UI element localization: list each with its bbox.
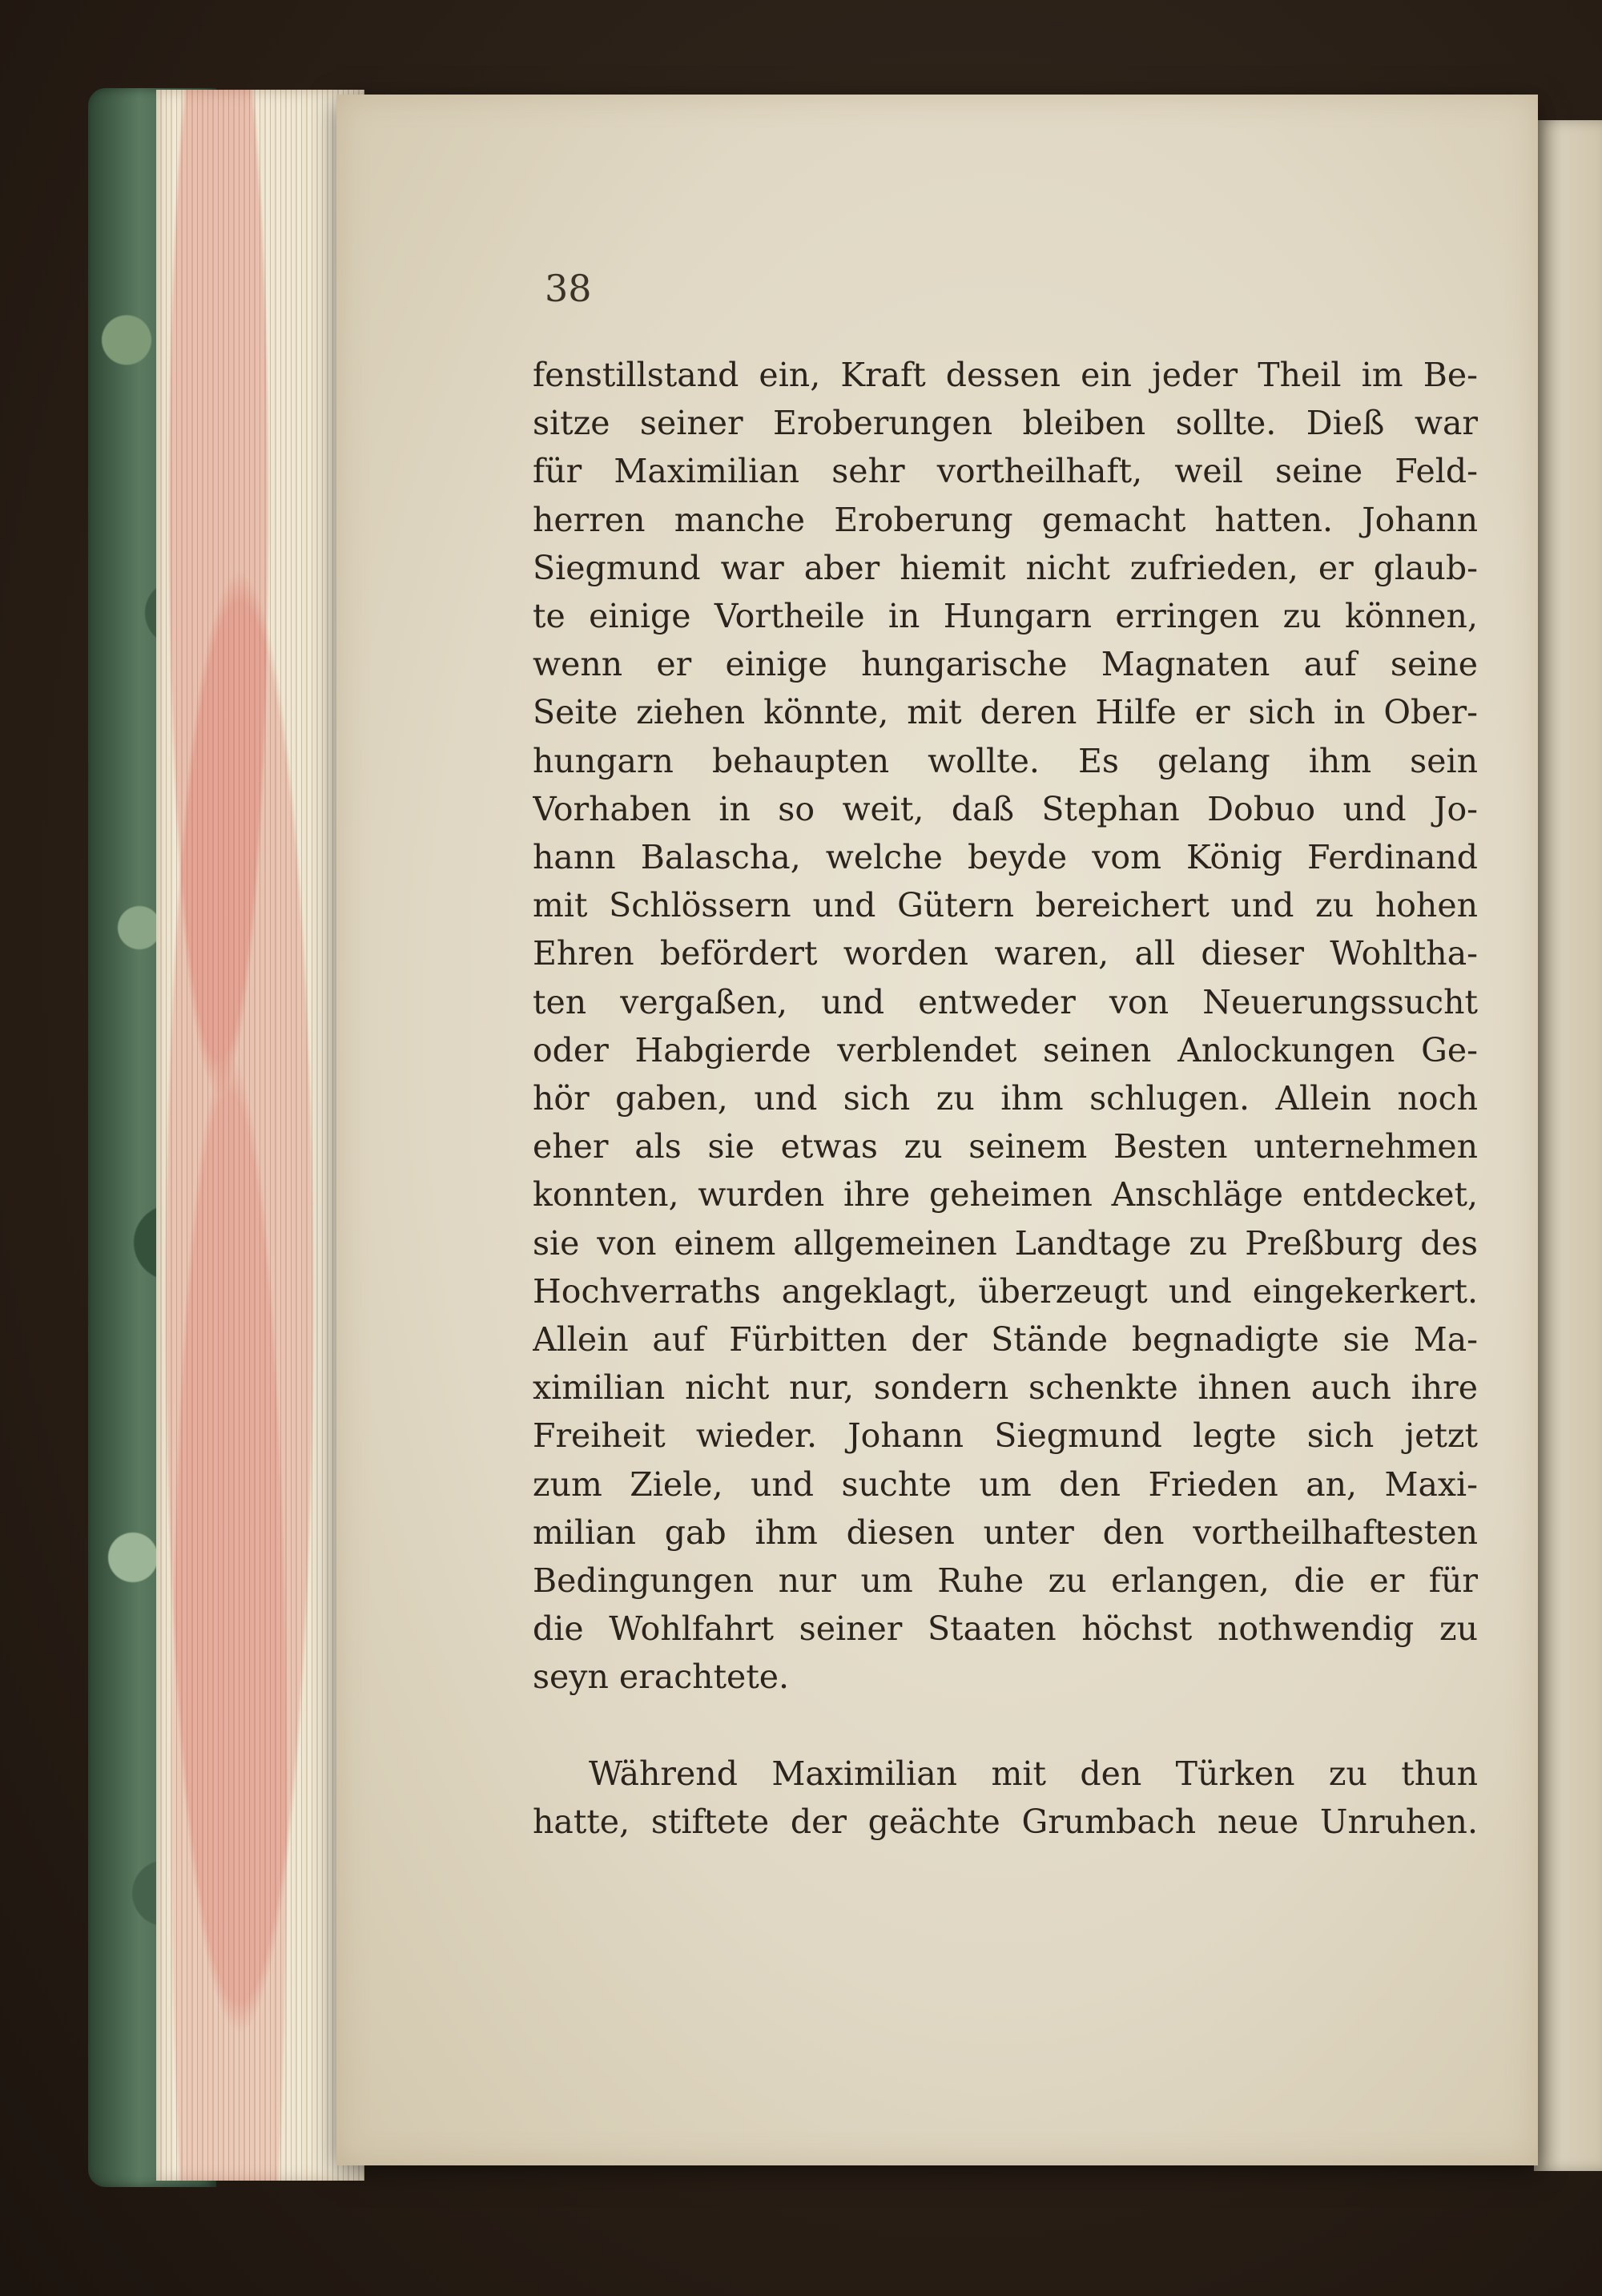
book-page: [336, 95, 1538, 2165]
paragraph-spacer: [533, 1702, 1478, 1750]
text-line: Vorhaben in so weit, daß Stephan Dobuo und Jo-: [533, 789, 1478, 828]
text-line: Seite ziehen könnte, mit deren Hilfe er sich in Ober-: [533, 693, 1478, 732]
text-line: ten vergaßen, und entweder von Neuerungssucht: [533, 982, 1478, 1021]
text-line: die Wohlfahrt seiner Staaten höchst nothwendig zu: [533, 1609, 1478, 1649]
text-line: seyn erachtete.: [533, 1658, 790, 1697]
text-line: hungarn behaupten wollte. Es gelang ihm sein: [533, 741, 1478, 780]
text-line: te einige Vortheile in Hungarn erringen zu können,: [533, 597, 1478, 636]
text-line: wenn er einige hungarische Magnaten auf seine: [533, 645, 1478, 684]
text-line: für Maximilian sehr vortheilhaft, weil seine Feld-: [533, 452, 1478, 491]
text-line: sie von einem allgemeinen Landtage zu Preßburg des: [533, 1223, 1478, 1263]
text-line: zum Ziele, und suchte um den Frieden an, Maxi-: [533, 1464, 1478, 1504]
page-number: 38: [545, 267, 592, 310]
text-line: herren manche Eroberung gemacht hatten. Johann: [533, 500, 1478, 539]
text-line: Freiheit wieder. Johann Siegmund legte sich jetzt: [533, 1416, 1478, 1456]
text-line: Während Maximilian mit den Türken zu thun: [589, 1754, 1478, 1793]
paragraph: [533, 1750, 1478, 1846]
text-line: eher als sie etwas zu seinem Besten unternehmen: [533, 1127, 1478, 1166]
text-line: ximilian nicht nur, sondern schenkte ihnen auch ihre: [533, 1368, 1478, 1408]
text-line: hör gaben, und sich zu ihm schlugen. Allein noch: [533, 1079, 1478, 1118]
text-line: Bedingungen nur um Ruhe zu erlangen, die er für: [533, 1561, 1478, 1601]
text-line: hann Balascha, welche beyde vom König Ferdinand: [533, 838, 1478, 877]
text-line: oder Habgierde verblendet seinen Anlockungen Ge-: [533, 1030, 1478, 1069]
text-line: Ehren befördert worden waren, all dieser Wohltha-: [533, 934, 1478, 973]
page-edges: [156, 90, 364, 2181]
paragraph: [533, 351, 1478, 1702]
page-body-text: [533, 351, 1478, 1846]
text-line: Allein auf Fürbitten der Stände begnadigte sie Ma-: [533, 1320, 1478, 1359]
text-line: mit Schlössern und Gütern bereichert und zu hohen: [533, 886, 1478, 925]
text-line: Siegmund war aber hiemit nicht zufrieden, er glaub-: [533, 548, 1478, 587]
text-line: hatte, stiftete der geächte Grumbach neue Unruhen.: [533, 1802, 1478, 1841]
text-line: milian gab ihm diesen unter den vortheilhaftesten: [533, 1513, 1478, 1552]
text-line: konnten, wurden ihre geheimen Anschläge entdecket,: [533, 1175, 1478, 1214]
facing-page-edge: [1534, 120, 1602, 2171]
text-line: sitze seiner Eroberungen bleiben sollte. Dieß war: [533, 404, 1478, 443]
text-line: fenstillstand ein, Kraft dessen ein jeder Theil im Be-: [533, 356, 1478, 394]
text-line: Hochverraths angeklagt, überzeugt und eingekerkert.: [533, 1271, 1478, 1311]
